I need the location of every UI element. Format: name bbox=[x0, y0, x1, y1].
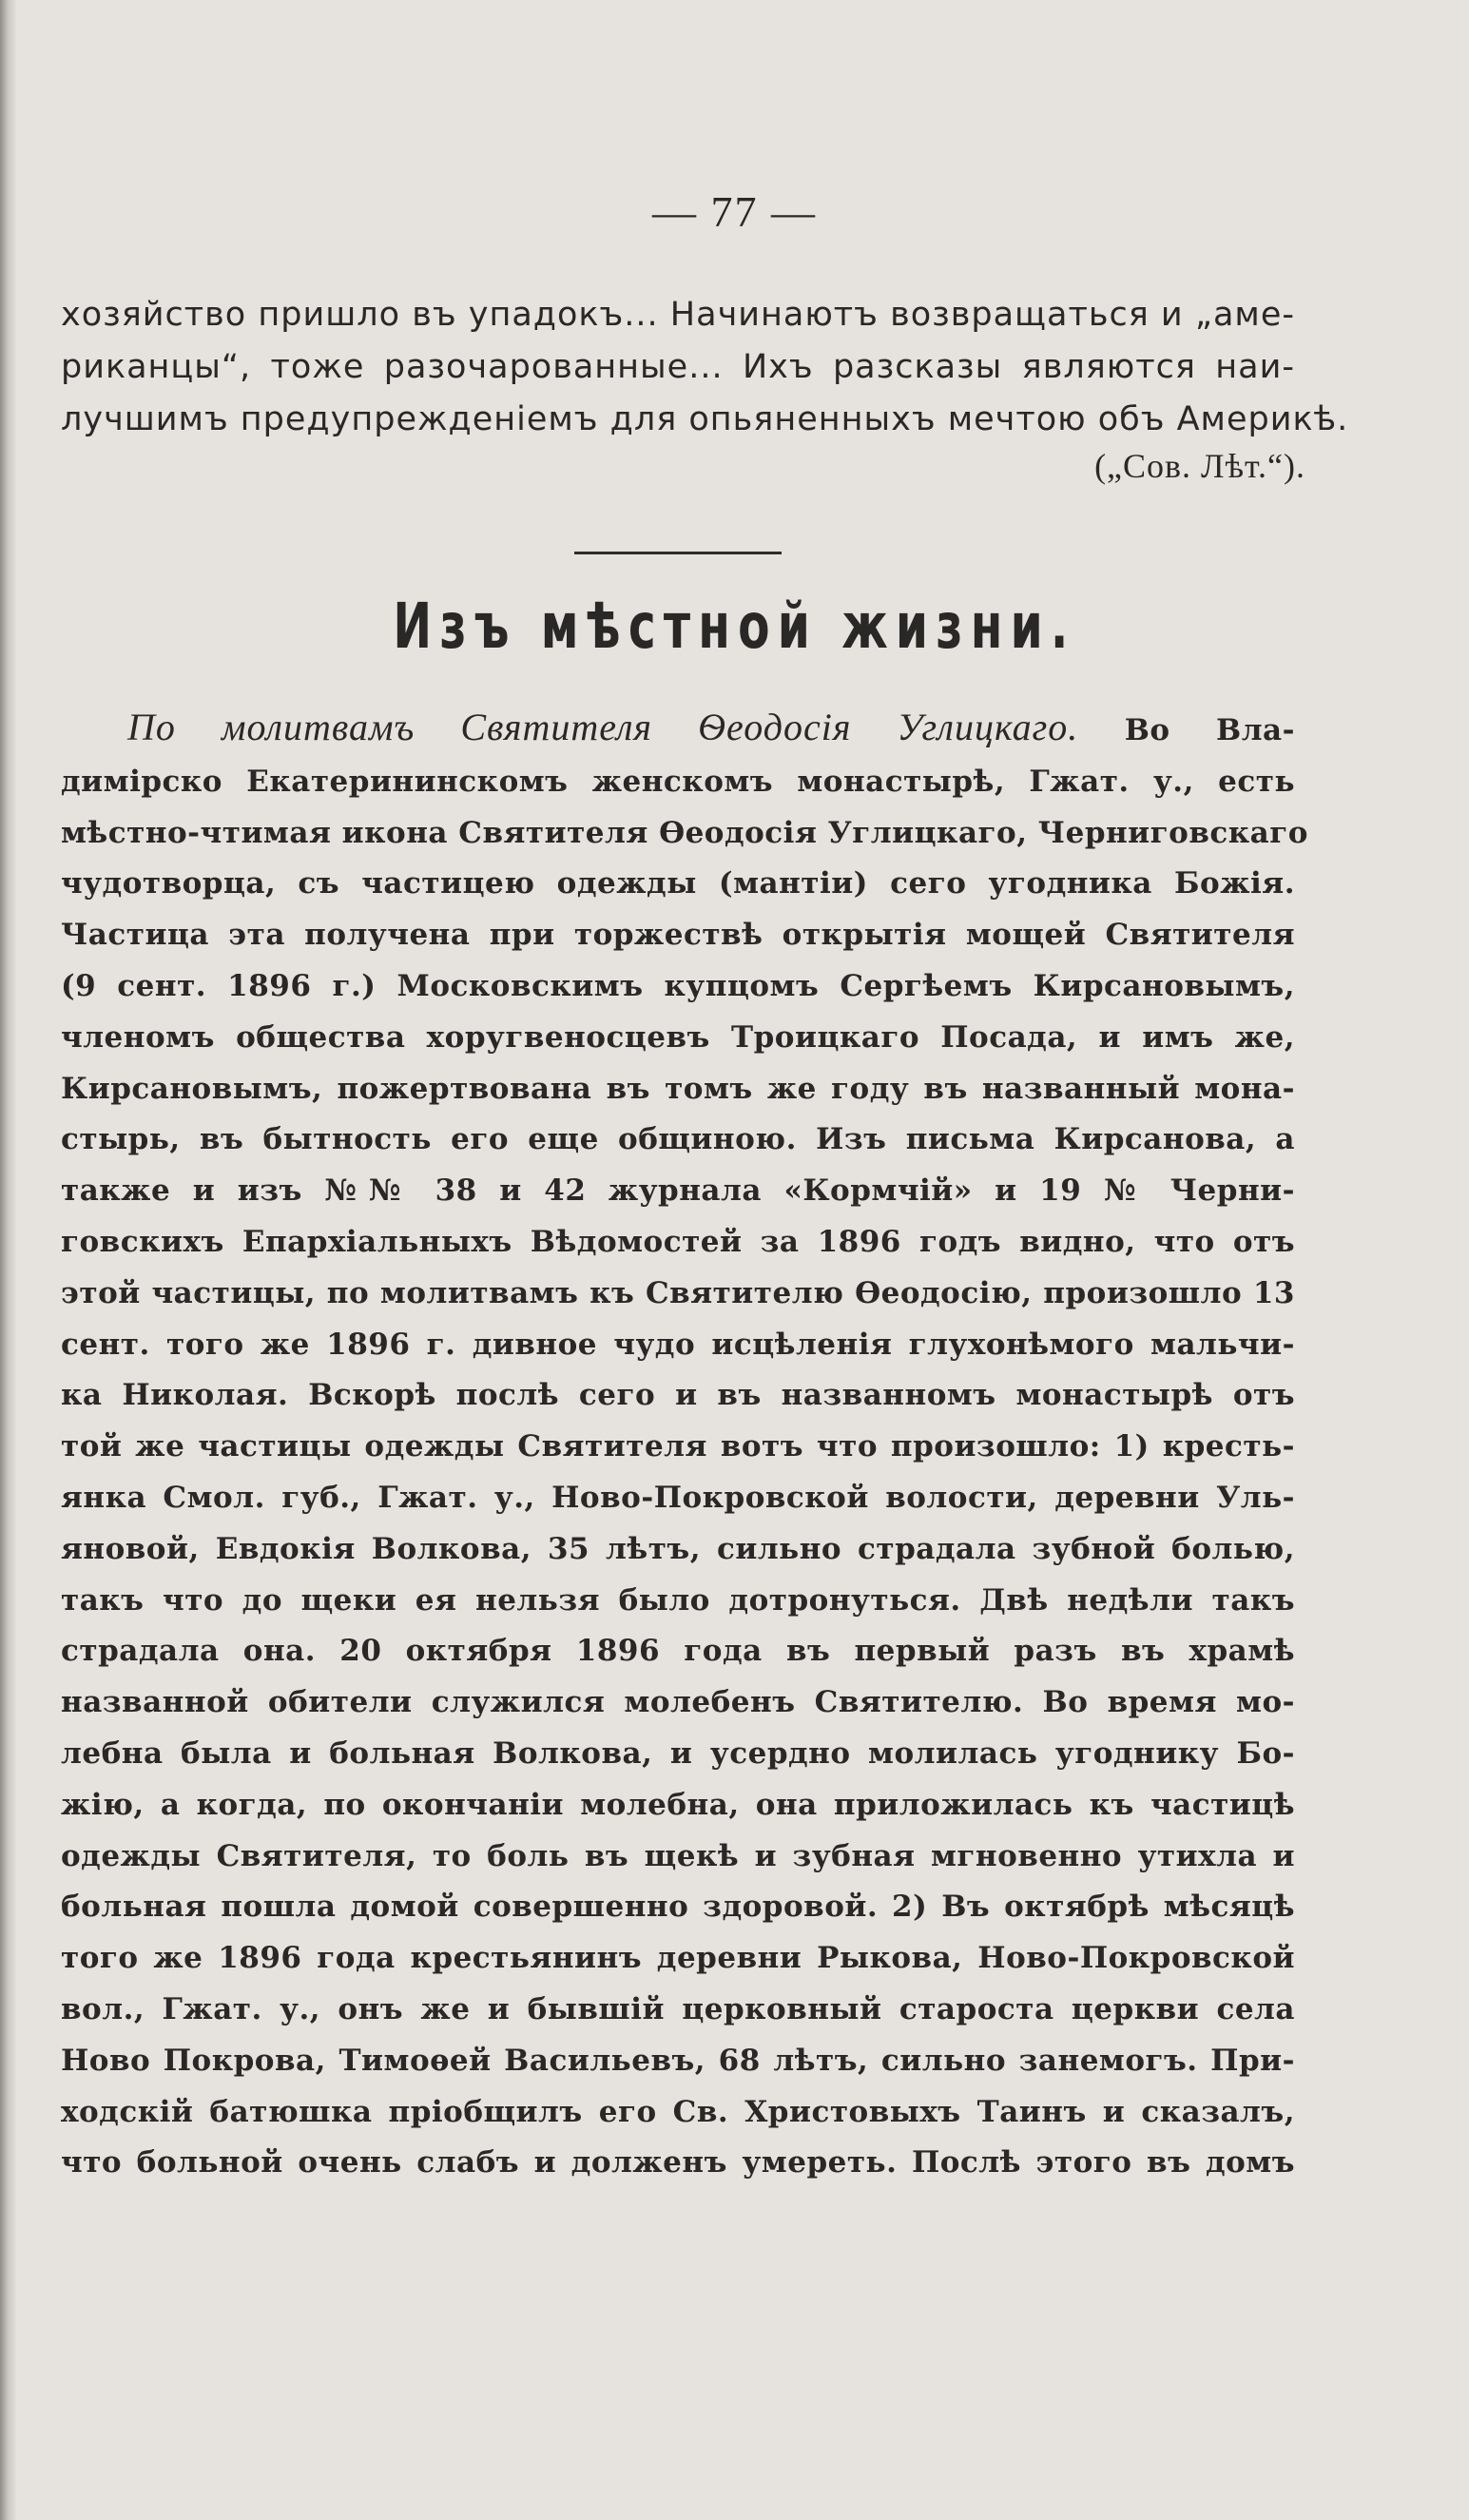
intro-line: риканцы“, тоже разочарованные... Ихъ разсказы являются наи- bbox=[61, 348, 1295, 386]
body-line: лебна была и больная Волкова, и усердно молилась угоднику Бо- bbox=[61, 1735, 1295, 1771]
body-line: (9 сент. 1896 г.) Московскимъ купцомъ Сергѣемъ Кирсановымъ, bbox=[61, 968, 1295, 1003]
article-first-line bbox=[61, 702, 1295, 757]
body-line: чудотворца, съ частицею одежды (мантіи) сего угодника Божія. bbox=[61, 866, 1295, 901]
body-line: сент. того же 1896 г. дивное чудо исцѣленія глухонѣмого мальчи- bbox=[61, 1327, 1295, 1362]
body-line: вол., Гжат. у., онъ же и бывшій церковный староста церкви села bbox=[61, 1991, 1295, 2026]
article-first-line-rest: Во Вла- bbox=[1124, 713, 1295, 747]
intro-paragraph bbox=[61, 289, 1349, 446]
body-line: ходскій батюшка пріобщилъ его Св. Христовыхъ Таинъ и сказалъ, bbox=[61, 2094, 1295, 2129]
body-line: членомъ общества хоругвеносцевъ Троицкаго Посада, и имъ же, bbox=[61, 1019, 1295, 1055]
intro-line: лучшимъ предупрежденіемъ для опьяненныхъ мечтою объ Америкѣ. bbox=[61, 400, 1349, 438]
body-line: говскихъ Епархіальныхъ Вѣдомостей за 1896 годъ видно, что отъ bbox=[61, 1224, 1295, 1259]
body-line: страдала она. 20 октября 1896 года въ первый разъ въ храмѣ bbox=[61, 1634, 1295, 1669]
intro-source: („Сов. Лѣт.“). bbox=[1094, 447, 1305, 485]
body-line: Частица эта получена при торжествѣ открытія мощей Святителя bbox=[61, 918, 1295, 953]
body-line: Ново Покрова, Тимоѳей Васильевъ, 68 лѣтъ, сильно занемогъ. При- bbox=[61, 2043, 1295, 2078]
section-separator bbox=[574, 552, 782, 554]
intro-line: хозяйство пришло въ упадокъ... Начинаютъ возвращаться и „аме- bbox=[61, 296, 1295, 334]
page-number: — 77 — bbox=[652, 187, 817, 236]
body-line: также и изъ №№ 38 и 42 журнала «Кормчій» и 19 № Черни- bbox=[61, 1173, 1295, 1209]
body-line: Кирсановымъ, пожертвована въ томъ же году въ названный мона- bbox=[61, 1071, 1295, 1106]
body-line: того же 1896 года крестьянинъ деревни Рыкова, Ново-Покровской bbox=[61, 1941, 1295, 1976]
body-line: мѣстно-чтимая икона Святителя Ѳеодосія Углицкаго, Черниговскаго bbox=[61, 815, 1308, 850]
body-line: что больной очень слабъ и долженъ умереть. Послѣ этого въ домъ bbox=[61, 2145, 1295, 2181]
article-title: По молитвамъ Святителя Ѳеодосія Углицкаго. bbox=[127, 706, 1079, 748]
body-line: стырь, въ бытность его еще общиною. Изъ письма Кирсанова, а bbox=[61, 1122, 1295, 1157]
page-edge-shadow bbox=[0, 0, 17, 2520]
body-line: названной обители служился молебенъ Святителю. Во время мо- bbox=[61, 1685, 1295, 1720]
body-line: той же частицы одежды Святителя вотъ что произошло: 1) кресть- bbox=[61, 1429, 1295, 1464]
body-line: этой частицы, по молитвамъ къ Святителю Ѳеодосію, произошло 13 bbox=[61, 1275, 1295, 1310]
body-line: ка Николая. Вскорѣ послѣ сего и въ названномъ монастырѣ отъ bbox=[61, 1378, 1295, 1413]
body-line: жію, а когда, по окончаніи молебна, она приложилась къ частицѣ bbox=[61, 1787, 1295, 1822]
section-heading: Изъ мѣстной жизни. bbox=[393, 590, 1076, 663]
body-line: такъ что до щеки ея нельзя было дотронуться. Двѣ недѣли такъ bbox=[61, 1582, 1295, 1618]
body-line: димірско Екатерининскомъ женскомъ монастырѣ, Гжат. у., есть bbox=[61, 764, 1295, 799]
body-line: янка Смол. губ., Гжат. у., Ново-Покровской волости, деревни Уль- bbox=[61, 1480, 1295, 1515]
body-line: яновой, Евдокія Волкова, 35 лѣтъ, сильно страдала зубной болью, bbox=[61, 1531, 1295, 1566]
body-line: больная пошла домой совершенно здоровой. 2) Въ октябрѣ мѣсяцѣ bbox=[61, 1890, 1295, 1925]
article-body bbox=[61, 702, 1308, 2189]
body-line: одежды Святителя, то боль въ щекѣ и зубная мгновенно утихла и bbox=[61, 1838, 1295, 1873]
